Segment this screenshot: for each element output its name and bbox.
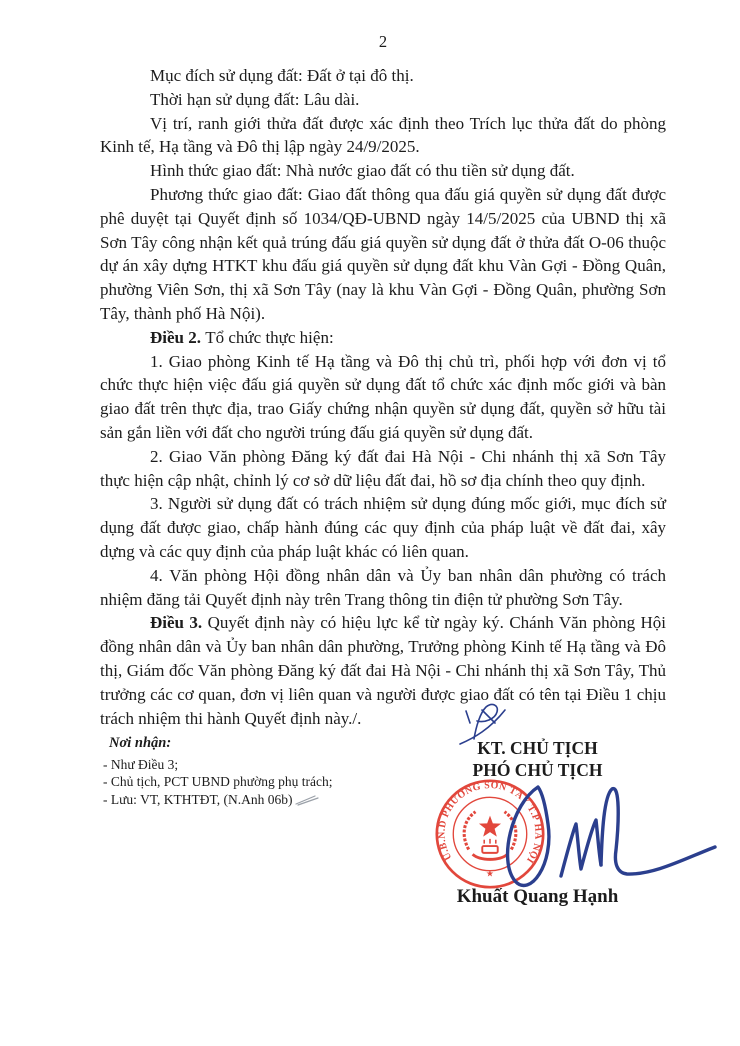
recipient-item: - Chủ tịch, PCT UBND phường phụ trách; — [103, 774, 333, 789]
paragraph — [100, 112, 666, 160]
paragraph-text: Quyết định này có hiệu lực kể từ ngày ký. Chánh Văn phòng Hội đồng nhân dân và Ủy ban nhân dân phường, Trưởng phòng Kinh tế Hạ tầng và Đô thị, Giám đốc Văn phòng Đăng ký đất đai Hà Nội - Chi nhánh thị xã Sơn Tây, Thủ trưởng các cơ quan, đơn vị liên quan và người được giao đất có tên tại Điều 1 chịu trách nhiệm thi hành Quyết định này./. — [100, 613, 667, 728]
initials-paraph-icon — [452, 697, 514, 749]
page-number: 2 — [378, 32, 388, 51]
paragraph-text: Phương thức giao đất: Giao đất thông qua đấu giá quyền sử dụng đất được phê duyệt tại Quyết định số 1034/QĐ-UBND ngày 14/5/2025 của UBND thị xã Sơn Tây công nhận kết quả trúng đấu giá quyền sử dụng đất ở thửa đất O-06 thuộc dự án xây dựng HTKT khu đấu giá quyền sử dụng đất khu Vàn Gợi - Đồng Quân, phường Viên Sơn, thị xã Sơn Tây (nay là khu Vàn Gợi - Đồng Quân, phường Sơn Tây, thành phố Hà Nội). — [100, 184, 666, 323]
document-body — [100, 64, 666, 730]
handwritten-signature — [468, 762, 718, 902]
paragraph-text: 1. Giao phòng Kinh tế Hạ tầng và Đô thị chủ trì, phối hợp với đơn vị tổ chức thực hiện việc đấu giá quyền sử dụng đất tổ chức xác định mốc giới và bàn giao đất trên thực địa, trao Giấy chứng nhận quyền sử dụng đất, quyền sở hữu tài sản gắn liền với đất cho người trúng đấu giá quyền sử dụng đất. — [100, 351, 666, 442]
paragraph-text: Vị trí, ranh giới thửa đất được xác định theo Trích lục thửa đất do phòng Kinh tế, Hạ tầng và Đô thị lập ngày 24/9/2025. — [100, 113, 666, 157]
paragraph-article-3 — [100, 611, 666, 730]
paragraph-text: 4. Văn phòng Hội đồng nhân dân và Ủy ban nhân dân phường có trách nhiệm đăng tải Quyết định này trên Trang thông tin điện tử phường Sơn Tây. — [100, 565, 666, 609]
paragraph-text: Thời hạn sử dụng đất: Lâu dài. — [150, 89, 360, 109]
paragraph — [100, 183, 666, 326]
paragraph — [100, 445, 666, 493]
paragraph — [100, 88, 666, 112]
paragraph-article-2 — [100, 326, 666, 350]
seal-star-icon: ★ — [485, 868, 495, 879]
recipient-item: - Như Điều 3; — [103, 756, 179, 772]
paragraph-text: 2. Giao Văn phòng Đăng ký đất đai Hà Nội - Chi nhánh thị xã Sơn Tây thực hiện cập nhật, chỉnh lý cơ sở dữ liệu đất đai, hồ sơ địa chính theo quy định. — [100, 446, 666, 490]
signer-name: Khuất Quang Hạnh — [456, 886, 619, 907]
paragraph-text: Tổ chức thực hiện: — [205, 327, 334, 347]
paragraph — [100, 492, 666, 563]
paragraph-text: Hình thức giao đất: Nhà nước giao đất có thu tiền sử dụng đất. — [150, 161, 575, 181]
paragraph — [100, 350, 666, 445]
paragraph — [100, 159, 666, 183]
authority-line: KT. CHỦ TỊCH — [477, 738, 598, 758]
paragraph-text: Mục đích sử dụng đất: Đất ở tại đô thị. — [150, 66, 414, 85]
recipients-title: Nơi nhận: — [109, 735, 172, 751]
role-line: PHÓ CHỦ TỊCH — [472, 760, 603, 780]
recipient-item: - Lưu: VT, KTHTĐT, (N.Anh 06b) — [103, 791, 293, 807]
paragraph — [100, 564, 666, 612]
pencil-paraph-mark — [295, 792, 321, 806]
seal-ring-text: U.B.N.D PHƯỜNG SƠN TÂY T.P HÀ NỘI — [436, 779, 544, 866]
paragraph — [100, 64, 666, 88]
paragraph-text: 3. Người sử dụng đất có trách nhiệm sử dụng đúng mốc giới, mục đích sử dụng đất được giao, chấp hành đúng các quy định của pháp luật về đất đai, xây dựng và các quy định của pháp luật khác có liên quan. — [100, 494, 666, 561]
article-lead: Điều 3. — [150, 613, 208, 633]
article-lead: Điều 2. — [150, 327, 206, 347]
recipients-block — [103, 735, 413, 808]
